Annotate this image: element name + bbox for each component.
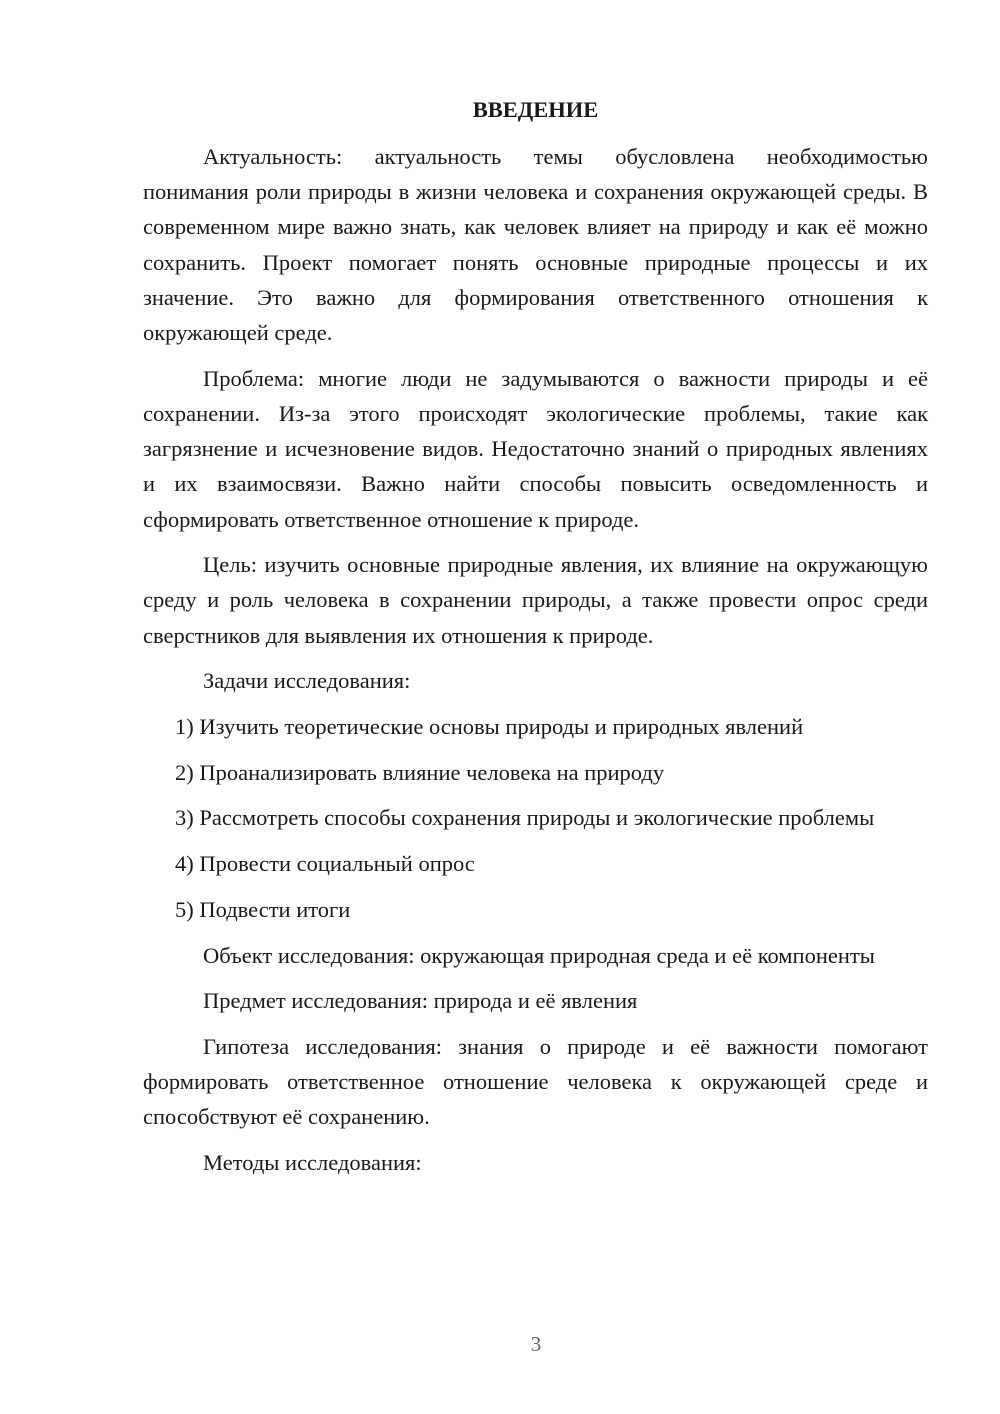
task-item-2: 2) Проанализировать влияние человека на природу [175,759,665,785]
task-item-3: 3) Рассмотреть способы сохранения природы и экологические проблемы [175,805,875,831]
paragraph-hypothesis: Гипотеза исследования: знания о природе и её важности помогают формировать ответственное отношение человека к окружающей среде и способствуют её сохранению. [143,1033,928,1130]
task-item-4: 4) Провести социальный опрос [175,851,475,877]
paragraph-tasks-title: Задачи исследования: [203,668,411,694]
page-number: 3 [530,1332,542,1356]
paragraph-methods-title: Методы исследования: [203,1150,422,1176]
section-heading: ВВЕДЕНИЕ [472,97,599,122]
paragraph-goal: Цель: изучить основные природные явления, их влияние на окружающую среду и роль человека в сохранении природы, а также провести опрос среди сверстников для выявления их отношения к природе. [143,552,928,648]
paragraph-relevance: Актуальность: актуальность темы обусловлена необходимостью понимания роли природы в жизни человека и сохранения окружающей среды. В современном мире важно знать, как человек влияет на природу и как её можно сохранить. Проект помогает понять основные природные процессы и их значение. Это важно для формирования ответственного отношения к окружающей среде. [143,144,928,346]
page-content [143,92,928,1191]
task-item-1: 1) Изучить теоретические основы природы и природных явлений [175,714,804,740]
task-item-5: 5) Подвести итоги [175,896,351,922]
paragraph-problem: Проблема: многие люди не задумываются о важности природы и её сохранении. Из-за этого происходят экологические проблемы, такие как загрязнение и исчезновение видов. Недостаточно знаний о природных явлениях и их взаимосвязи. Важно найти способы повысить осведомленность и сформировать ответственное отношение к природе. [143,365,928,532]
paragraph-subject: Предмет исследования: природа и её явления [203,988,638,1014]
paragraph-object: Объект исследования: окружающая природная среда и её компоненты [203,942,875,968]
